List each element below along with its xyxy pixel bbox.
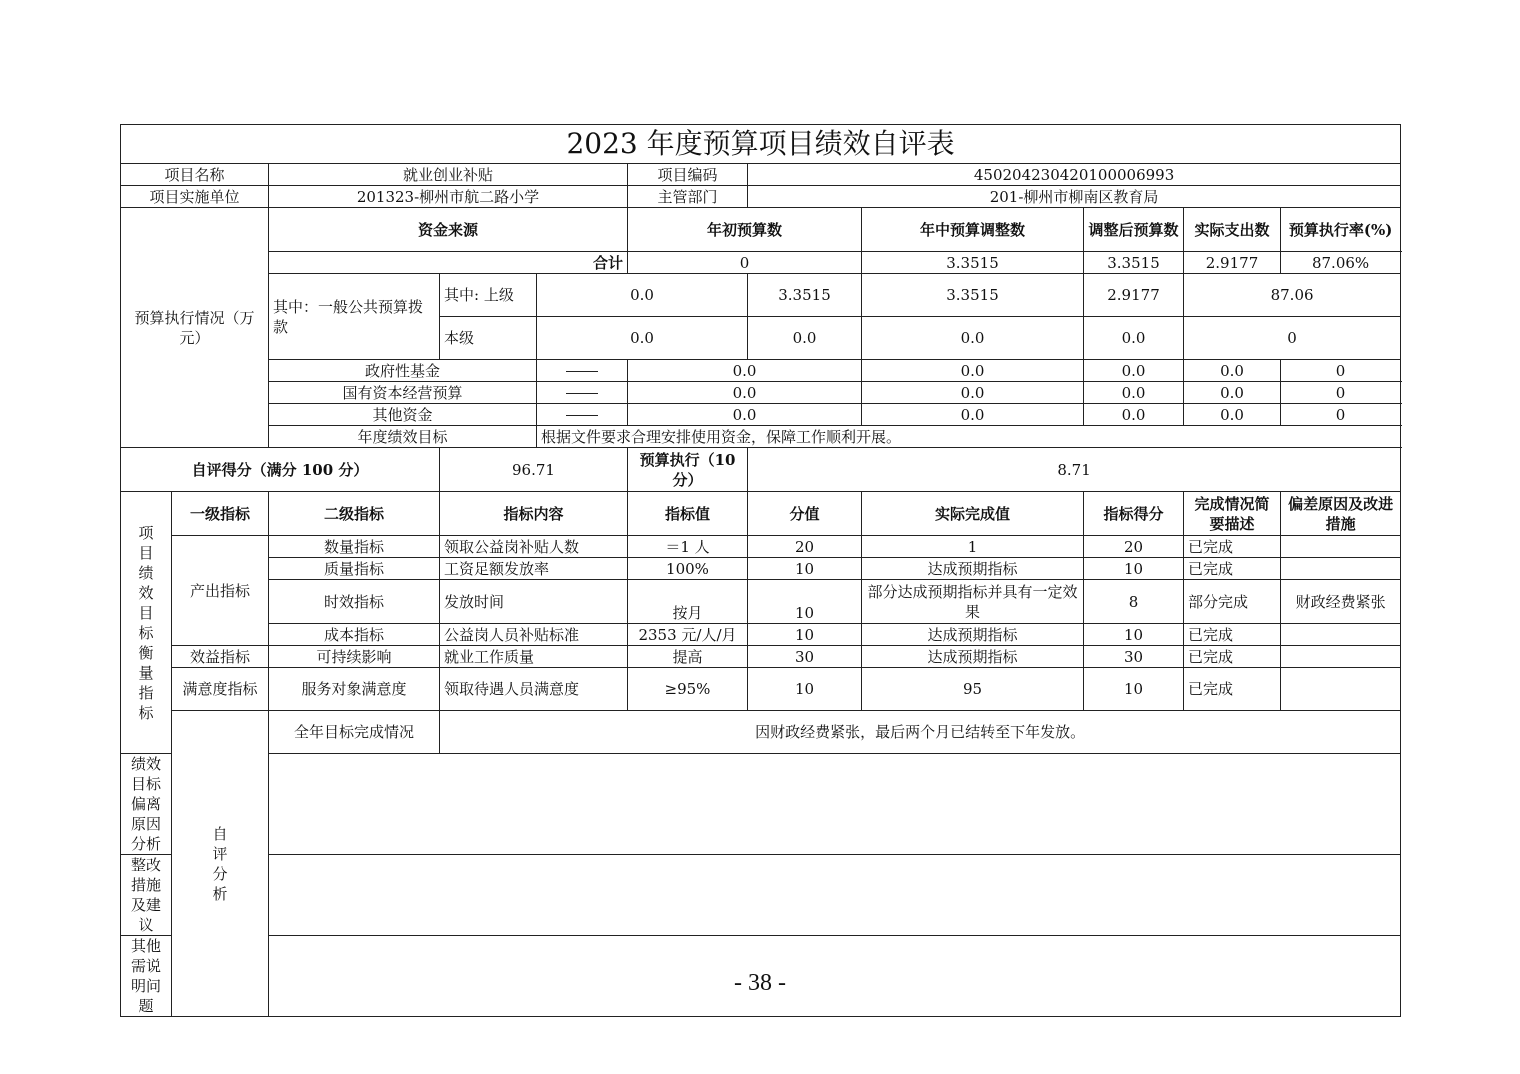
state-capital-adjusted: 0.0 (1084, 382, 1184, 404)
local-actual: 0.0 (1084, 317, 1184, 360)
row-level2: 服务对象满意度 (269, 668, 440, 711)
local-initial: 0.0 (537, 317, 748, 360)
row-deviation (1281, 536, 1401, 558)
score-value: 96.71 (440, 448, 628, 492)
dash-mark (566, 371, 598, 372)
other-funds-rate: 0 (1281, 404, 1401, 426)
gov-fund-mid-adjust: 0.0 (862, 360, 1084, 382)
row-status: 已完成 (1184, 646, 1281, 668)
goal-label: 年度绩效目标 (269, 426, 537, 448)
row-score: 10 (1084, 624, 1184, 646)
upper-label: 其中: 上级 (440, 274, 537, 317)
table-row (121, 580, 1401, 624)
row-content: 发放时间 (440, 580, 628, 624)
row-weight: 20 (748, 536, 862, 558)
row-weight: 10 (748, 558, 862, 580)
dash-mark (566, 393, 598, 394)
project-name: 就业创业补贴 (269, 164, 628, 186)
gov-fund-label: 政府性基金 (269, 360, 537, 382)
header-score: 指标得分 (1084, 492, 1184, 536)
total-mid-adjust: 3.3515 (862, 252, 1084, 274)
row-content: 领取公益岗补贴人数 (440, 536, 628, 558)
header-source: 资金来源 (269, 208, 628, 252)
row-content: 工资足额发放率 (440, 558, 628, 580)
row-score: 10 (1084, 558, 1184, 580)
total-initial: 0 (628, 252, 862, 274)
project-unit-label: 项目实施单位 (121, 186, 269, 208)
row-status: 已完成 (1184, 536, 1281, 558)
gov-fund-adjusted: 0.0 (1084, 360, 1184, 382)
row-weight: 10 (748, 668, 862, 711)
table-row (121, 668, 1401, 711)
upper-mid-adjust: 3.3515 (748, 274, 862, 317)
row-score: 30 (1084, 646, 1184, 668)
state-capital-rate: 0 (1281, 382, 1401, 404)
row-target: 提高 (628, 646, 748, 668)
analysis-item-text: 因财政经费紧张，最后两个月已结转至下年发放。 (440, 711, 1401, 754)
row-content: 公益岗人员补贴标准 (440, 624, 628, 646)
other-funds-adjusted: 0.0 (1084, 404, 1184, 426)
dash-cell (537, 404, 628, 426)
row-content: 就业工作质量 (440, 646, 628, 668)
table-title: 2023 年度预算项目绩效自评表 (121, 125, 1401, 164)
row-deviation (1281, 646, 1401, 668)
state-capital-actual: 0.0 (1184, 382, 1281, 404)
row-weight: 10 (748, 624, 862, 646)
upper-actual: 2.9177 (1084, 274, 1184, 317)
local-adjusted: 0.0 (862, 317, 1084, 360)
table-row (121, 646, 1401, 668)
dash-cell (537, 382, 628, 404)
score-label: 自评得分（满分 100 分） (121, 448, 440, 492)
header-initial: 年初预算数 (628, 208, 862, 252)
row-status: 已完成 (1184, 624, 1281, 646)
other-funds-mid-adjust: 0.0 (862, 404, 1084, 426)
gov-fund-rate: 0 (1281, 360, 1401, 382)
page-number: - 38 - (734, 970, 786, 996)
row-target: 按月 (628, 580, 748, 624)
row-actual: 达成预期指标 (862, 646, 1084, 668)
local-label: 本级 (440, 317, 537, 360)
project-dept-label: 主管部门 (628, 186, 748, 208)
local-mid-adjust: 0.0 (748, 317, 862, 360)
row-level2: 时效指标 (269, 580, 440, 624)
row-deviation (1281, 558, 1401, 580)
header-weight: 分值 (748, 492, 862, 536)
indicators-section-label: 项 目 绩 效 目 标 衡 量 指 标 (121, 492, 172, 754)
row-weight: 30 (748, 646, 862, 668)
row-actual: 达成预期指标 (862, 624, 1084, 646)
project-dept: 201-柳州市柳南区教育局 (748, 186, 1401, 208)
table-row (121, 558, 1401, 580)
header-content: 指标内容 (440, 492, 628, 536)
performance-evaluation-table (120, 124, 1401, 1017)
upper-initial: 0.0 (537, 274, 748, 317)
row-actual: 95 (862, 668, 1084, 711)
exec-value: 8.71 (748, 448, 1401, 492)
state-capital-initial: 0.0 (628, 382, 862, 404)
state-capital-mid-adjust: 0.0 (862, 382, 1084, 404)
gov-fund-actual: 0.0 (1184, 360, 1281, 382)
header-mid-adjust: 年中预算调整数 (862, 208, 1084, 252)
analysis-section-label: 自 评 分 析 (172, 711, 269, 1017)
total-adjusted: 3.3515 (1084, 252, 1184, 274)
row-target: 100% (628, 558, 748, 580)
row-actual: 达成预期指标 (862, 558, 1084, 580)
header-level2: 二级指标 (269, 492, 440, 536)
row-weight: 10 (748, 580, 862, 624)
analysis-item-text (269, 754, 1401, 855)
goal-text: 根据文件要求合理安排使用资金，保障工作顺利开展。 (537, 426, 1401, 448)
project-name-label: 项目名称 (121, 164, 269, 186)
other-funds-initial: 0.0 (628, 404, 862, 426)
analysis-item-text (269, 855, 1401, 936)
header-deviation: 偏差原因及改进措施 (1281, 492, 1401, 536)
row-target: ≥95% (628, 668, 748, 711)
output-indicator-label: 产出指标 (172, 536, 269, 646)
analysis-item-label: 整改措施及建议 (121, 855, 172, 936)
row-score: 20 (1084, 536, 1184, 558)
analysis-item-label: 绩效目标偏离原因分析 (121, 754, 172, 855)
row-level2: 质量指标 (269, 558, 440, 580)
total-rate: 87.06% (1281, 252, 1401, 274)
row-deviation: 财政经费紧张 (1281, 580, 1401, 624)
gov-fund-initial: 0.0 (628, 360, 862, 382)
dash-cell (537, 360, 628, 382)
table-row (121, 536, 1401, 558)
exec-label: 预算执行（10 分） (628, 448, 748, 492)
table-row (121, 624, 1401, 646)
row-actual: 部分达成预期指标并具有一定效果 (862, 580, 1084, 624)
budget-section-label: 预算执行情况（万元） (121, 208, 269, 448)
benefit-indicator-label: 效益指标 (172, 646, 269, 668)
project-code: 450204230420100006993 (748, 164, 1401, 186)
analysis-item-label: 其他需说明问题 (121, 936, 172, 1017)
row-content: 领取待遇人员满意度 (440, 668, 628, 711)
total-label: 合计 (269, 252, 628, 274)
row-status: 已完成 (1184, 558, 1281, 580)
local-rate: 0 (1184, 317, 1401, 360)
header-target: 指标值 (628, 492, 748, 536)
row-actual: 1 (862, 536, 1084, 558)
state-capital-label: 国有资本经营预算 (269, 382, 537, 404)
other-funds-actual: 0.0 (1184, 404, 1281, 426)
header-actual: 实际支出数 (1184, 208, 1281, 252)
header-rate: 预算执行率(%) (1281, 208, 1401, 252)
upper-rate: 87.06 (1184, 274, 1401, 317)
row-deviation (1281, 624, 1401, 646)
project-unit: 201323-柳州市航二路小学 (269, 186, 628, 208)
header-level1: 一级指标 (172, 492, 269, 536)
row-status: 部分完成 (1184, 580, 1281, 624)
row-deviation (1281, 668, 1401, 711)
row-level2: 成本指标 (269, 624, 440, 646)
other-funds-label: 其他资金 (269, 404, 537, 426)
satisfaction-indicator-label: 满意度指标 (172, 668, 269, 711)
upper-adjusted: 3.3515 (862, 274, 1084, 317)
header-actual-value: 实际完成值 (862, 492, 1084, 536)
row-target: 2353 元/人/月 (628, 624, 748, 646)
dash-mark (566, 415, 598, 416)
header-adjusted: 调整后预算数 (1084, 208, 1184, 252)
general-budget-label: 其中：一般公共预算拨款 (269, 274, 440, 360)
row-score: 8 (1084, 580, 1184, 624)
analysis-item-label: 全年目标完成情况 (269, 711, 440, 754)
row-level2: 可持续影响 (269, 646, 440, 668)
row-status: 已完成 (1184, 668, 1281, 711)
project-code-label: 项目编码 (628, 164, 748, 186)
row-target: ＝1 人 (628, 536, 748, 558)
total-actual: 2.9177 (1184, 252, 1281, 274)
row-score: 10 (1084, 668, 1184, 711)
row-level2: 数量指标 (269, 536, 440, 558)
header-status: 完成情况简要描述 (1184, 492, 1281, 536)
